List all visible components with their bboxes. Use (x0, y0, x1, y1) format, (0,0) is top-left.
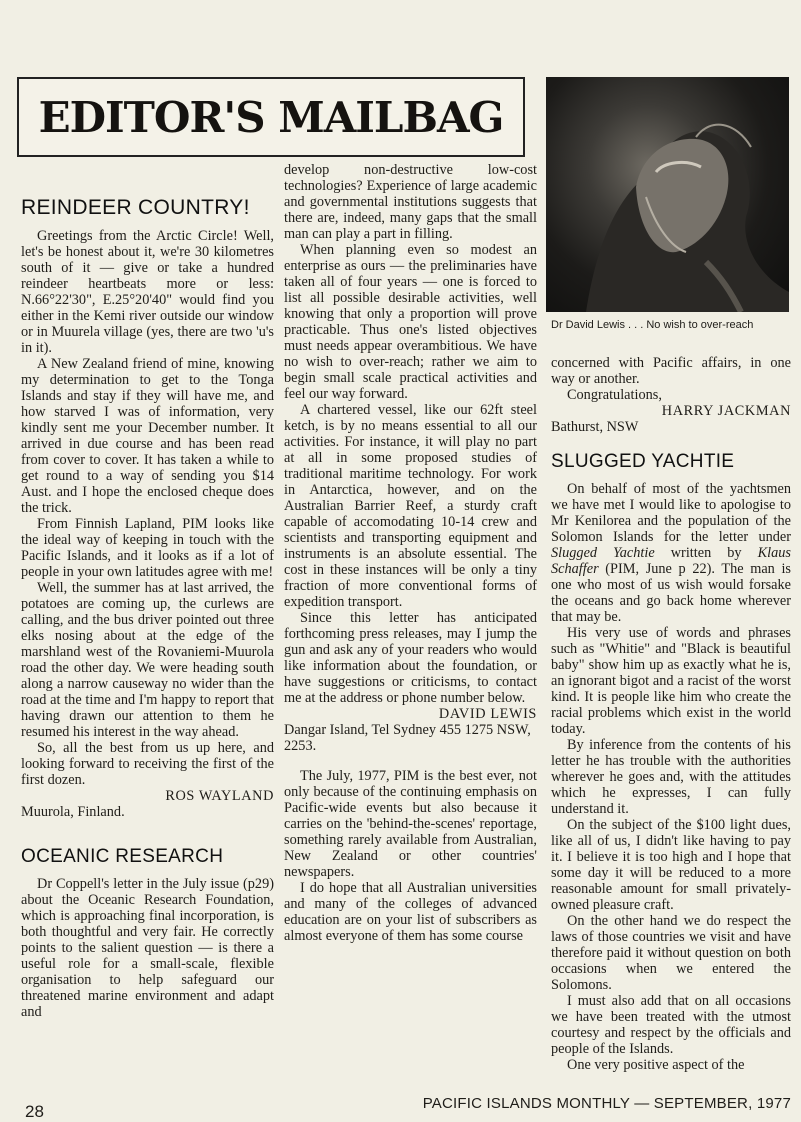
letter-paragraph: On the other hand we do respect the laws of those countries we visit and have therefore paid it without question on both occasions when we entered the Solomons. (551, 913, 791, 993)
column-1 (21, 196, 274, 1020)
letter-paragraph-continued: develop non-destructive low-cost technologies? Experience of large academic and governmental institutions suggests that there are, indeed, many gaps that the small man can play a part in filling. (284, 162, 537, 242)
letter-paragraph: Congratulations, (567, 387, 662, 403)
letter-paragraph: From Finnish Lapland, PIM looks like the ideal way of keeping in touch with the Pacific Islands, and it looks as if a lot of people in your own latitudes agree with me! (21, 516, 274, 580)
letter-location: Dangar Island, Tel Sydney 455 1275 NSW, 2253. (284, 722, 531, 754)
letter-paragraph: Well, the summer has at last arrived, the potatoes are coming up, the curlews are calling, and the bus driver pointed out three elks nosing about at the edge of the marshland west of the Rovaniemi-Muurola road the other day. We were heading south along a narrow causeway no wider than the road at the time and I'm happy to report that having drawn our attention to them he resumed his interest in the way ahead. (21, 580, 274, 740)
letter-paragraph: So, all the best from us up here, and looking forward to receiving the first of the first dozen. (21, 740, 274, 788)
masthead-box (17, 77, 525, 157)
letter-heading-slugged: SLUGGED YACHTIE (551, 451, 735, 472)
letter-heading-oceanic: OCEANIC RESEARCH (21, 846, 224, 867)
letter-paragraph: By inference from the contents of his letter he has trouble with the authorities wherever he goes and, with the attitudes which he expresses, I can fully understand it. (551, 737, 791, 817)
letter-paragraph: I do hope that all Australian universities and many of the colleges of advanced education are on your list of subscribers as almost everyone of them has some course (284, 880, 537, 944)
letter-paragraph: A chartered vessel, like our 62ft steel ketch, is by no means essential to all our activities. For instance, it will play no part at all in some proposed studies of traditional maritime technology. For work in Antarctica, however, and on the Australian Barrier Reef, a sturdy craft capable of accomodating 10-14 crew and scientists and transporting equipment and instruments is an absolute essential. The cost in these instances will be only a tiny fraction of more conventional forms of expedition transport. (284, 402, 537, 610)
letter-signature: ROS WAYLAND (165, 788, 274, 804)
italic-title: Slugged Yachtie (551, 545, 655, 561)
text-run: (PIM, June p 22). The man is one who most of us wish would forsake the oceans and go back home wherever that may be. (551, 561, 791, 625)
letter-paragraph (551, 481, 791, 625)
letter-location: Bathurst, NSW (551, 419, 639, 435)
letter-paragraph: The July, 1977, PIM is the best ever, not only because of the continuing emphasis on Pacific-wide events but also because it carries on the 'behind-the-scenes' reportage, something rarely available from Australian, New Zealand or other countries' newspapers. (284, 768, 537, 880)
letter-paragraph: A New Zealand friend of mine, knowing my determination to get to the Tonga Islands and stay if they will have me, and how starved I was of information, very kindly sent me your December number. It arrived in due course and has been read from cover to cover. It has taken a while to get round to a way of sending you $14 Aust. and I hope the enclosed cheque does the trick. (21, 356, 274, 516)
column-3 (551, 355, 791, 1073)
letter-heading-reindeer: REINDEER COUNTRY! (21, 196, 250, 219)
letter-paragraph: Since this letter has anticipated forthcoming press releases, may I jump the gun and ask any of your readers who would like information about the foundation, or have suggestions or criticisms, to contact me at the address or phone number below. (284, 610, 537, 706)
letter-paragraph: One very positive aspect of the (567, 1057, 745, 1073)
page-footer (21, 1095, 791, 1119)
letter-paragraph: His very use of words and phrases such as "Whitie" and "Black is beautiful baby" show him up as exactly what he is, an ignorant bigot and a racist of the worst kind. It is people like him who create the racial problems which exist in the world today. (551, 625, 791, 737)
italic-author: Klaus Schaffer (551, 545, 791, 577)
letter-signature: DAVID LEWIS (438, 706, 537, 722)
letter-location: Muurola, Finland. (21, 804, 125, 820)
portrait-photo-art (546, 77, 789, 312)
page-number: 28 (25, 1102, 44, 1121)
letter-paragraph: Greetings from the Arctic Circle! Well, let's be honest about it, we're 30 kilometres south of it — give or take a hundred reindeer heartbeats more or less: N.66°22'30", E.25°20'40" would find you either in the Kemi river outside our window or in Muurela village (yes, there are two 'u's in it). (21, 228, 274, 356)
portrait-photo (546, 77, 789, 312)
letter-signature: HARRY JACKMAN (661, 403, 791, 419)
letter-paragraph: Dr Coppell's letter in the July issue (p29) about the Oceanic Research Foundation, which is approaching final incorporation, is both thoughtful and very fair. He correctly points to the salient question — is there a useful role for a small-scale, flexible organisation to help safeguard our threatened marine environment and adapt and (21, 876, 274, 1020)
letter-paragraph-continued: concerned with Pacific affairs, in one way or another. (551, 355, 791, 387)
letter-paragraph: When planning even so modest an enterprise as ours — the preliminaries have taken all of four years — one is forced to list all possible desirable activities, well knowing that only a proportion will prove practicable. Thus one's listed objectives must needs appear overambitious. We have no wish to over-reach; rather we aim to begin small scale practical activities and feel our way forward. (284, 242, 537, 402)
letter-paragraph: I must also add that on all occasions we have been treated with the utmost courtesy and respect by the officials and people of the Islands. (551, 993, 791, 1057)
section-title: EDITOR'S MAILBAG (38, 92, 504, 142)
text-run: On behalf of most of the yachtsmen we have met I would like to apologise to Mr Kenilorea and the population of the Solomon Islands for the letter under (551, 481, 791, 545)
spacer (284, 754, 537, 768)
letter-paragraph: On the subject of the $100 light dues, like all of us, I didn't like having to pay it. I believe it is too high and I hope that some day it will be reduced to a more reasonable amount for small privately-owned pleasure craft. (551, 817, 791, 913)
column-2 (284, 162, 537, 944)
photo-caption: Dr David Lewis . . . No wish to over-reach (551, 319, 754, 331)
text-run: written by (654, 545, 758, 561)
running-head: PACIFIC ISLANDS MONTHLY — SEPTEMBER, 1977 (422, 1095, 791, 1112)
